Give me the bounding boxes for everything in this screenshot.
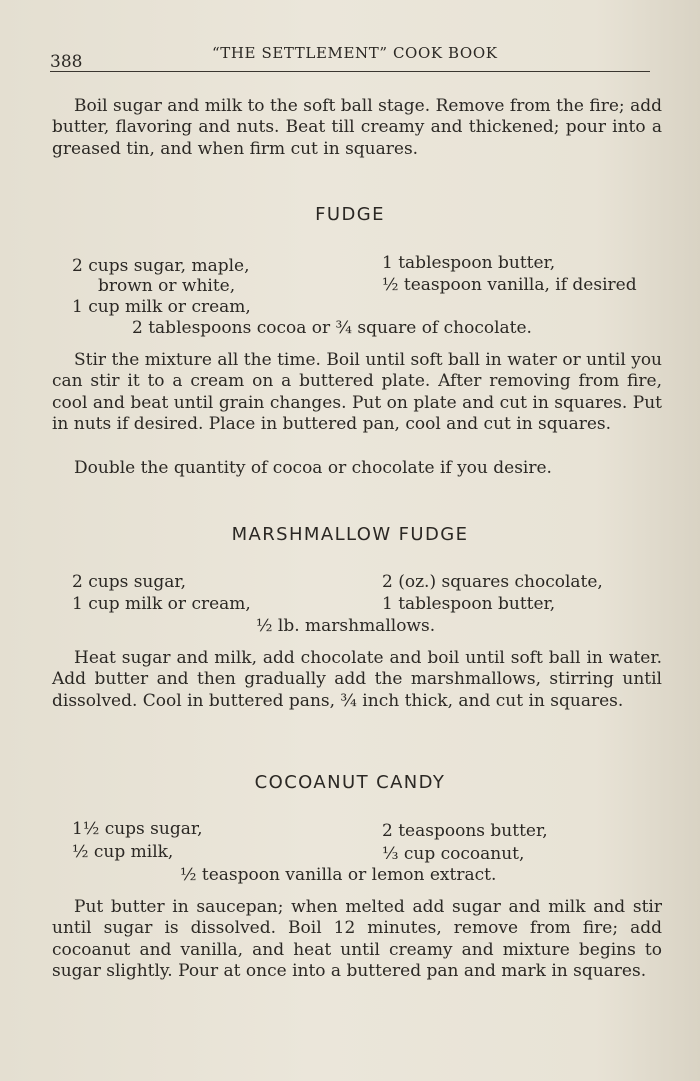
- ingredient: 1 tablespoon butter,: [382, 253, 556, 273]
- ingredient: 2 tablespoons cocoa or ¾ square of chocolate.: [132, 318, 532, 338]
- ingredient: ½ cup milk,: [72, 842, 174, 862]
- ingredient: 2 (oz.) squares chocolate,: [382, 572, 603, 592]
- page-number: 388: [50, 52, 83, 72]
- fudge-instructions: Stir the mixture all the time. Boil until soft ball in water or until you can stir it to a cream on a buttered plate. After removing from fire, cool and beat until grain changes. Put on plate and cut in squares. Put in nuts if desired. Place in buttered pan, cool and cut in squares.: [52, 350, 662, 435]
- marshmallow-fudge-instructions: Heat sugar and milk, add chocolate and boil until soft ball in water. Add butter and then gradually add the marshmallows, stirring until dissolved. Cool in buttered pans, ¾ inch thick, and cut in squares.: [52, 648, 662, 711]
- ingredient: 1½ cups sugar,: [72, 819, 203, 839]
- running-title: “THE SETTLEMENT” COOK BOOK: [212, 44, 498, 62]
- recipe-title-fudge: FUDGE: [315, 204, 385, 225]
- cocoanut-candy-instructions: Put butter in saucepan; when melted add sugar and milk and stir until sugar is dissolved. Boil 12 minutes, remove from fire; add cocoanut and vanilla, and heat until creamy and mixture begins to sugar slightly. Pour at once into a buttered pan and mark in squares.: [52, 897, 662, 982]
- ingredient: 2 teaspoons butter,: [382, 821, 548, 841]
- ingredient: 2 cups sugar,: [72, 572, 187, 592]
- ingredient: 1 tablespoon butter,: [382, 594, 556, 614]
- ingredient: ½ teaspoon vanilla or lemon extract.: [180, 865, 497, 885]
- ingredient: ½ lb. marshmallows.: [256, 616, 436, 636]
- recipe-title-cocoanut-candy: COCOANUT CANDY: [254, 772, 446, 793]
- fudge-note: Double the quantity of cocoa or chocolate if you desire.: [74, 458, 552, 478]
- ingredient: 2 cups sugar, maple,: [72, 256, 250, 276]
- header-rule: [50, 71, 650, 72]
- ingredient: ⅓ cup cocoanut,: [382, 844, 525, 864]
- page-header: [50, 44, 650, 74]
- intro-paragraph: Boil sugar and milk to the soft ball stage. Remove from the fire; add butter, flavoring and nuts. Beat till creamy and thickened; pour into a greased tin, and when firm cut in squares.: [52, 96, 662, 159]
- ingredient: 1 cup milk or cream,: [72, 594, 251, 614]
- ingredient: brown or white,: [98, 276, 236, 296]
- ingredient: ½ teaspoon vanilla, if desired: [382, 275, 637, 295]
- recipe-title-marshmallow-fudge: MARSHMALLOW FUDGE: [231, 524, 469, 545]
- ingredient: 1 cup milk or cream,: [72, 297, 251, 317]
